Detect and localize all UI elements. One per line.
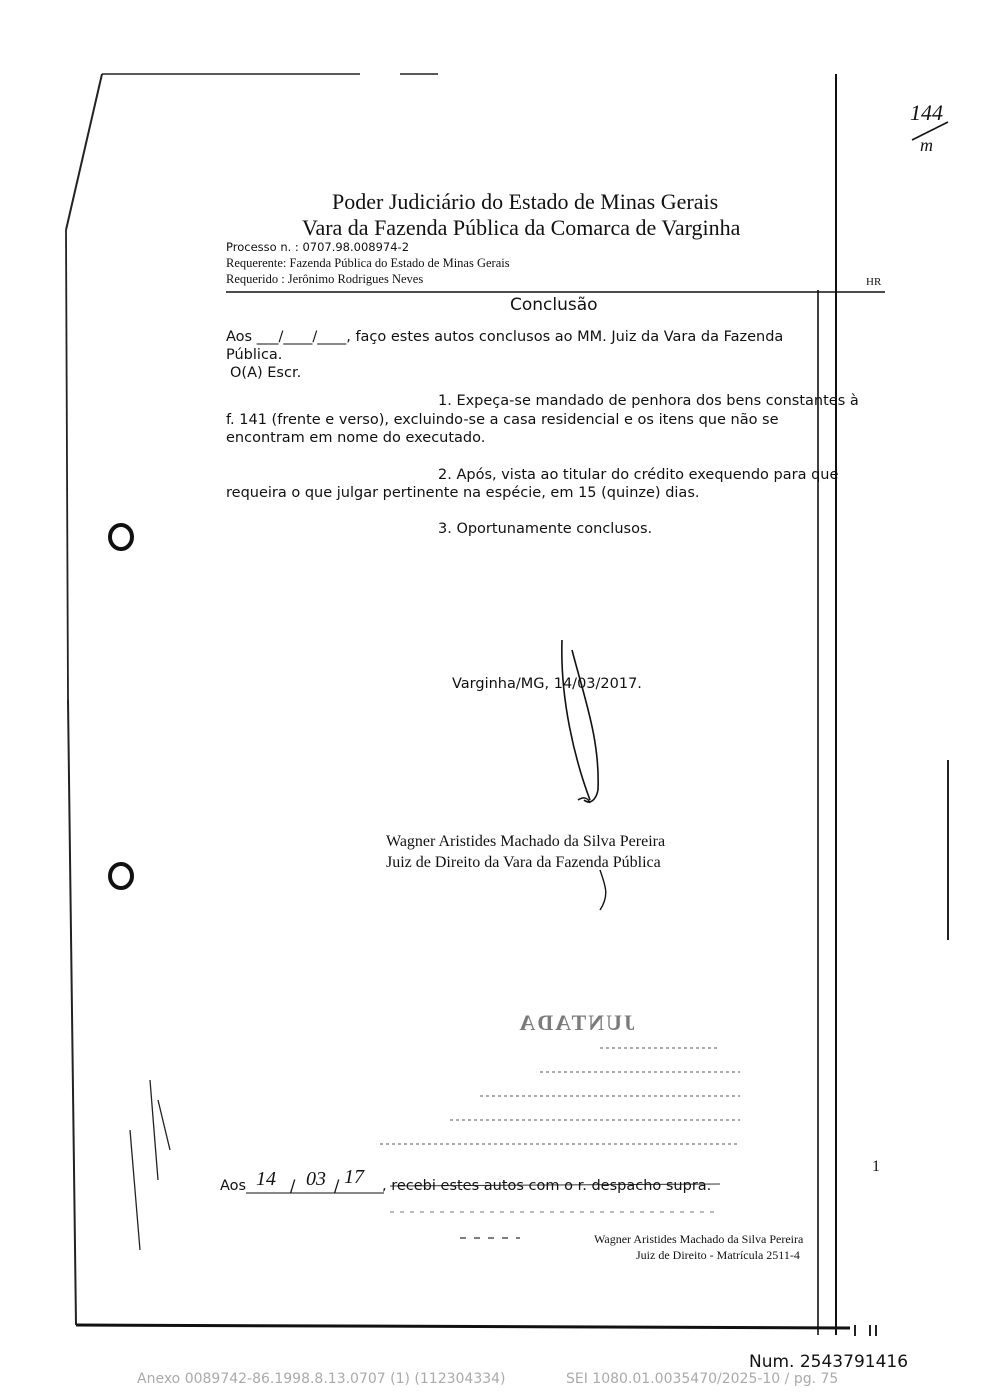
despacho-item-3: 3. Oportunamente conclusos.	[438, 521, 653, 537]
conclusion-line: Aos ___/____/____, faço estes autos conclusos ao MM. Juiz da Vara da Fazenda	[226, 329, 784, 345]
header-initials: HR	[866, 276, 882, 288]
receipt-text: , recebi estes autos com o r. despacho supra.	[382, 1178, 712, 1194]
despacho-item-1-line-3: encontram em nome do executado.	[226, 430, 486, 446]
receipt-month: 03	[306, 1168, 326, 1190]
requerente: Requerente: Fazenda Pública do Estado de Minas Gerais	[226, 256, 510, 270]
handwritten-initial: m	[920, 135, 933, 155]
judge-name: Wagner Aristides Machado da Silva Pereira	[386, 833, 666, 850]
receipt-day: 14	[256, 1168, 276, 1190]
despacho-item-2-line-1: 2. Após, vista ao titular do crédito exequendo para que	[438, 467, 839, 483]
despacho-item-2-line-2: requeira o que julgar pertinente na espécie, em 15 (quinze) dias.	[226, 485, 700, 501]
sei-reference: SEI 1080.01.0035470/2025-10 / pg. 75	[566, 1371, 839, 1387]
despacho-item-1-line-2: f. 141 (frente e verso), excluindo-se a casa residencial e os itens que não se	[226, 412, 779, 428]
receipt-aos-label: Aos	[220, 1178, 247, 1194]
bleed-through-stamp: JUNTADA	[517, 1010, 635, 1035]
annex-reference: Anexo 0089742-86.1998.8.13.0707 (1) (112304334)	[137, 1371, 506, 1387]
requerido: Requerido : Jerônimo Rodrigues Neves	[226, 272, 424, 286]
document-number: Num. 2543791416	[749, 1352, 909, 1372]
judge-role: Juiz de Direito da Vara da Fazenda Pública	[386, 854, 661, 871]
court-title: Poder Judiciário do Estado de Minas Gerais	[332, 189, 719, 214]
place-date: Varginha/MG, 14/03/2017.	[452, 676, 642, 692]
stamp-signer-role: Juiz de Direito - Matrícula 2511-4	[636, 1248, 800, 1262]
conclusion-line-2: Pública.	[226, 347, 283, 363]
receipt-sep-1: /	[290, 1176, 296, 1195]
conclusion-title: Conclusão	[510, 295, 598, 315]
stamp-signer-name: Wagner Aristides Machado da Silva Pereira	[594, 1232, 804, 1246]
stamp-number: 1	[872, 1158, 880, 1175]
despacho-item-1-line-1: 1. Expeça-se mandado de penhora dos bens constantes à	[438, 393, 859, 409]
receipt-sep-2: /	[334, 1176, 340, 1195]
escrivao-label: O(A) Escr.	[230, 365, 302, 381]
court-subtitle: Vara da Fazenda Pública da Comarca de Varginha	[302, 215, 741, 240]
handwritten-page-number: 144	[910, 100, 943, 125]
receipt-year: 17	[344, 1166, 364, 1188]
process-number: Processo n. : 0707.98.008974-2	[226, 240, 410, 254]
